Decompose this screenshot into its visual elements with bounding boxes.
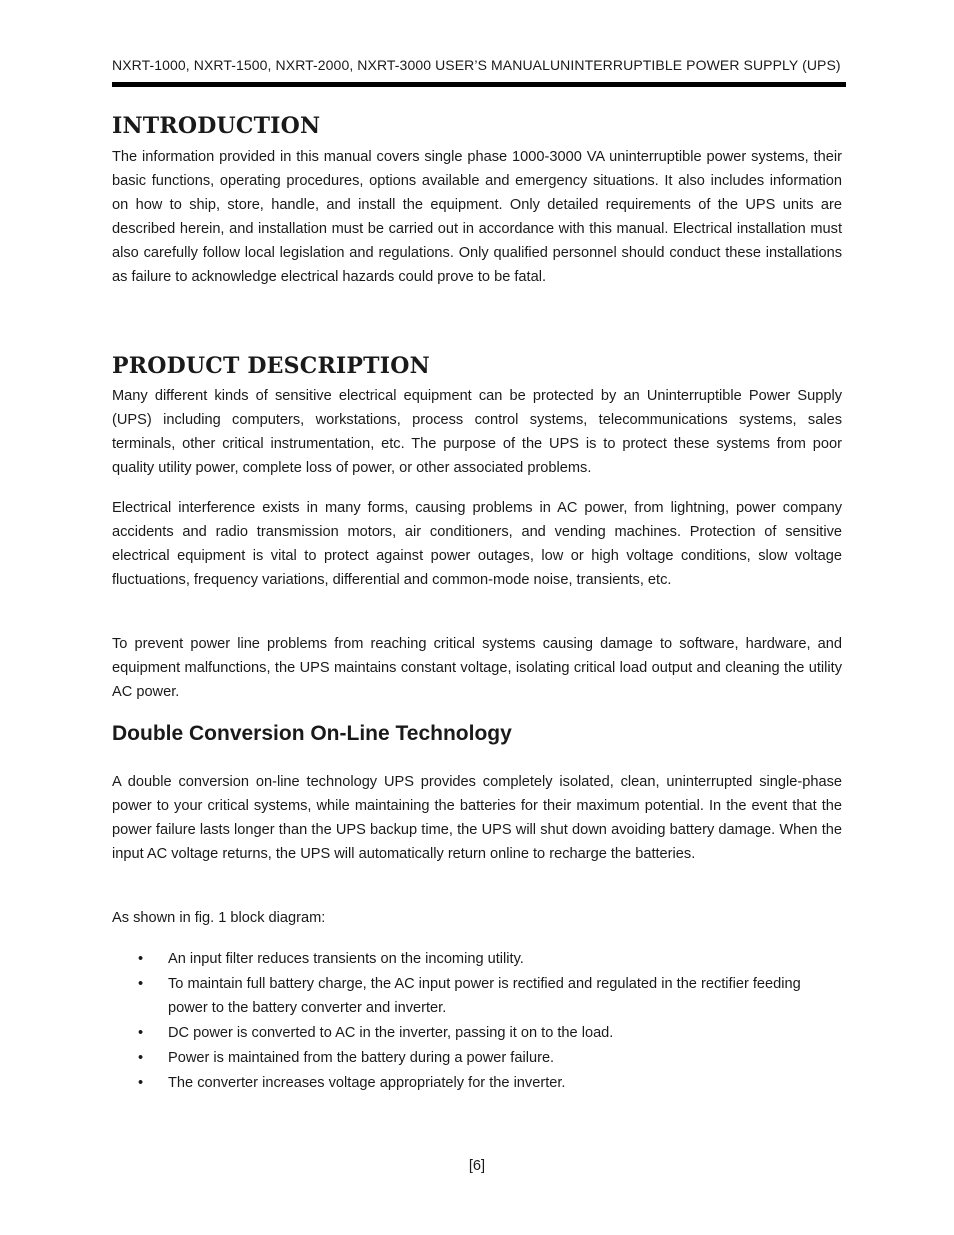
product-description-paragraph-1: Many different kinds of sensitive electrical equipment can be protected by an Uninterruptible Power Supply (UPS) including computers, workstations, process control systems, telecommunications systems, sales terminals, other critical instrumentation, etc. The purpose of the UPS is to protect these systems from poor quality utility power, complete loss of power, or other associated problems. <box>112 388 842 476</box>
list-item <box>138 1071 828 1095</box>
header-rule <box>112 82 846 87</box>
list-item-text: DC power is converted to AC in the inverter, passing it on to the load. <box>168 1025 614 1041</box>
bullet-icon: • <box>138 1050 144 1066</box>
product-description-heading: PRODUCT DESCRIPTION <box>112 353 430 379</box>
product-description-paragraph-2: Electrical interference exists in many forms, causing problems in AC power, from lightning, power company accidents and radio transmission motors, air conditioners, and vending machines. Protection of sensitive electrical equipment is vital to protect against power outages, low or high voltage conditions, slow voltage fluctuations, frequency variations, differential and common-mode noise, transients, etc. <box>112 500 842 588</box>
page-number: [6] <box>468 1158 486 1174</box>
list-item-text: Power is maintained from the battery during a power failure. <box>168 1050 555 1066</box>
double-conversion-heading: Double Conversion On-Line Technology <box>112 722 512 745</box>
bullet-icon: • <box>138 1075 144 1091</box>
bullet-icon: • <box>138 951 144 967</box>
list-item <box>138 947 828 971</box>
list-item-text: The converter increases voltage appropriately for the inverter. <box>168 1075 566 1091</box>
double-conversion-paragraph: A double conversion on-line technology UPS provides completely isolated, clean, uninterrupted single-phase power to your critical systems, while maintaining the batteries for their maximum potential. In the event that the power failure lasts longer than the UPS backup time, the UPS will shut down avoiding battery damage. When the input AC voltage returns, the UPS will automatically return online to recharge the batteries. <box>112 774 842 862</box>
introduction-paragraph: The information provided in this manual covers single phase 1000-3000 VA uninterruptible power systems, their basic functions, operating procedures, options available and emergency situations. It also includes information on how to ship, store, handle, and install the equipment. Only detailed requirements of the UPS units are described herein, and installation must be carried out in accordance with this manual. Electrical installation must also carefully follow local legislation and regulations. Only qualified personnel should conduct these installations as failure to acknowledge electrical hazards could prove to be fatal. <box>112 149 842 285</box>
list-item <box>138 1046 828 1070</box>
list-item <box>138 972 828 1020</box>
feature-bullet-list <box>138 947 828 1096</box>
list-item <box>138 1021 828 1045</box>
product-description-paragraph-3: To prevent power line problems from reaching critical systems causing damage to software, hardware, and equipment malfunctions, the UPS maintains constant voltage, isolating critical load output and cleaning the utility AC power. <box>112 636 842 700</box>
list-item-text: To maintain full battery charge, the AC input power is rectified and regulated in the rectifier feeding power to the battery converter and inverter. <box>168 976 801 1016</box>
bullet-icon: • <box>138 976 144 992</box>
bullet-icon: • <box>138 1025 144 1041</box>
block-diagram-intro: As shown in fig. 1 block diagram: <box>112 910 326 926</box>
introduction-heading: INTRODUCTION <box>112 113 321 139</box>
running-header: NXRT-1000, NXRT-1500, NXRT-2000, NXRT-3000 USER’S MANUALUNINTERRUPTIBLE POWER SUPPLY (UPS) <box>112 57 841 73</box>
list-item-text: An input filter reduces transients on the incoming utility. <box>168 951 524 967</box>
